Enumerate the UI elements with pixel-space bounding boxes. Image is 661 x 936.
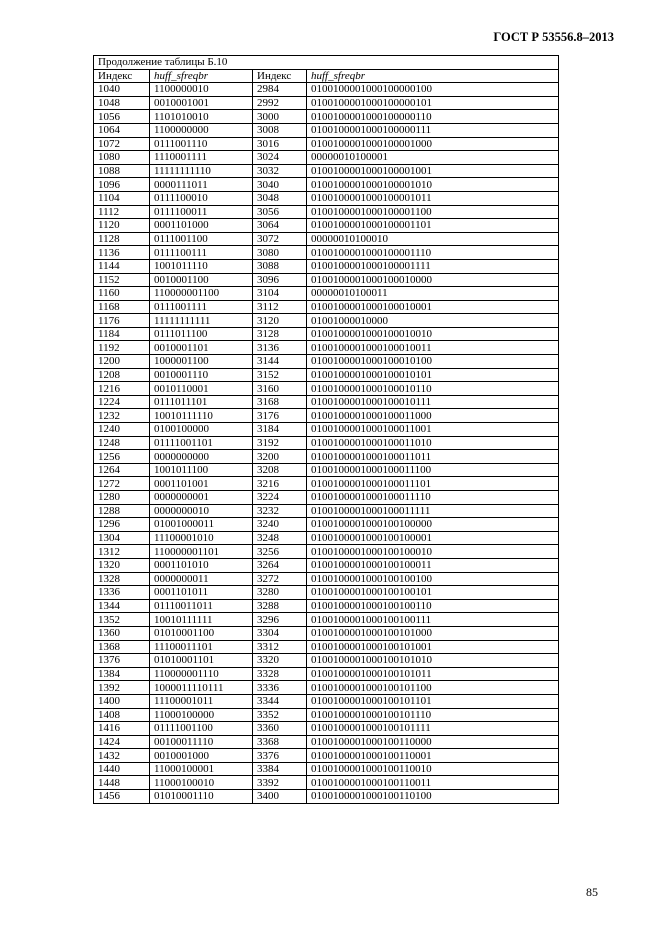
table-row: [94, 246, 559, 260]
cell-code-right: 0100100001000100011001: [307, 423, 559, 437]
table-row: [94, 287, 559, 301]
cell-index-right: 3296: [253, 613, 307, 627]
cell-index-left: 1240: [94, 423, 150, 437]
table-row: [94, 572, 559, 586]
table-row: [94, 423, 559, 437]
table-row: [94, 164, 559, 178]
table-row: [94, 83, 559, 97]
cell-index-right: 3040: [253, 178, 307, 192]
cell-code-right: 0100100001000100100110: [307, 599, 559, 613]
cell-code-left: 11100001010: [150, 531, 253, 545]
cell-code-right: 0100100001000100001010: [307, 178, 559, 192]
cell-index-left: 1088: [94, 164, 150, 178]
cell-code-right: 0100100001000100101101: [307, 694, 559, 708]
cell-index-left: 1360: [94, 626, 150, 640]
table-row: [94, 776, 559, 790]
cell-code-right: 0100100001000100011101: [307, 477, 559, 491]
cell-index-right: 3136: [253, 341, 307, 355]
cell-code-right: 01001000010000: [307, 314, 559, 328]
table-row: [94, 178, 559, 192]
cell-code-right: 0100100001000100010000: [307, 273, 559, 287]
cell-index-left: 1312: [94, 545, 150, 559]
cell-index-left: 1448: [94, 776, 150, 790]
cell-index-left: 1256: [94, 450, 150, 464]
table-row: [94, 300, 559, 314]
cell-index-right: 3112: [253, 300, 307, 314]
cell-index-left: 1152: [94, 273, 150, 287]
table-row: [94, 790, 559, 804]
table-row: [94, 667, 559, 681]
cell-code-right: 0100100001000100001111: [307, 259, 559, 273]
cell-index-right: 3048: [253, 191, 307, 205]
cell-code-left: 0000000001: [150, 491, 253, 505]
cell-index-right: 3152: [253, 368, 307, 382]
cell-index-left: 1192: [94, 341, 150, 355]
cell-code-right: 0100100001000100100100: [307, 572, 559, 586]
cell-index-left: 1376: [94, 654, 150, 668]
table-row: [94, 735, 559, 749]
cell-index-right: 3032: [253, 164, 307, 178]
cell-code-left: 0010001000: [150, 749, 253, 763]
column-header-code-1: huff_sfreqbr: [150, 69, 253, 83]
cell-index-right: 3280: [253, 586, 307, 600]
cell-index-left: 1072: [94, 137, 150, 151]
table-row: [94, 463, 559, 477]
cell-index-right: 3216: [253, 477, 307, 491]
table-row: [94, 137, 559, 151]
cell-code-left: 10010111110: [150, 409, 253, 423]
cell-index-left: 1296: [94, 518, 150, 532]
cell-index-left: 1368: [94, 640, 150, 654]
huffman-table-container: [93, 55, 558, 804]
table-row: [94, 599, 559, 613]
cell-index-left: 1288: [94, 504, 150, 518]
cell-index-left: 1232: [94, 409, 150, 423]
cell-code-left: 110000001110: [150, 667, 253, 681]
cell-index-left: 1040: [94, 83, 150, 97]
cell-index-right: 3128: [253, 327, 307, 341]
cell-code-left: 0000000011: [150, 572, 253, 586]
cell-index-right: 3240: [253, 518, 307, 532]
cell-code-right: 0100100001000100110100: [307, 790, 559, 804]
cell-index-left: 1440: [94, 762, 150, 776]
cell-code-left: 0111100111: [150, 246, 253, 260]
cell-code-right: 0100100001000100001110: [307, 246, 559, 260]
table-row: [94, 219, 559, 233]
cell-code-right: 0100100001000100011011: [307, 450, 559, 464]
table-row: [94, 151, 559, 165]
cell-code-left: 110000001100: [150, 287, 253, 301]
table-row: [94, 545, 559, 559]
table-row: [94, 558, 559, 572]
table-row: [94, 518, 559, 532]
cell-index-left: 1128: [94, 232, 150, 246]
huffman-table: [93, 55, 559, 804]
table-caption: Продолжение таблицы Б.10: [94, 56, 559, 70]
cell-code-right: 0100100001000100010010: [307, 327, 559, 341]
cell-code-right: 00000010100001: [307, 151, 559, 165]
cell-code-right: 0100100001000100010011: [307, 341, 559, 355]
cell-index-left: 1136: [94, 246, 150, 260]
cell-code-left: 0001101000: [150, 219, 253, 233]
cell-index-left: 1056: [94, 110, 150, 124]
cell-index-left: 1384: [94, 667, 150, 681]
cell-code-right: 0100100001000100011111: [307, 504, 559, 518]
cell-code-left: 11100011101: [150, 640, 253, 654]
table-row: [94, 273, 559, 287]
table-row: [94, 491, 559, 505]
table-row: [94, 722, 559, 736]
cell-index-right: 3256: [253, 545, 307, 559]
cell-index-right: 3336: [253, 681, 307, 695]
cell-code-right: 0100100001000100101110: [307, 708, 559, 722]
table-row: [94, 368, 559, 382]
cell-index-left: 1144: [94, 259, 150, 273]
cell-index-left: 1064: [94, 123, 150, 137]
cell-code-left: 01010001100: [150, 626, 253, 640]
cell-code-right: 0100100001000100001101: [307, 219, 559, 233]
cell-index-right: 3312: [253, 640, 307, 654]
cell-index-left: 1400: [94, 694, 150, 708]
cell-code-left: 11000100001: [150, 762, 253, 776]
cell-index-left: 1456: [94, 790, 150, 804]
cell-code-right: 0100100001000100101000: [307, 626, 559, 640]
cell-index-right: 3144: [253, 355, 307, 369]
column-header-code-2: huff_sfreqbr: [307, 69, 559, 83]
cell-index-left: 1344: [94, 599, 150, 613]
table-row: [94, 395, 559, 409]
cell-code-left: 01111001100: [150, 722, 253, 736]
cell-index-left: 1248: [94, 436, 150, 450]
cell-code-right: 0100100001000100010101: [307, 368, 559, 382]
cell-code-left: 0010001110: [150, 368, 253, 382]
cell-code-left: 1100000010: [150, 83, 253, 97]
cell-code-right: 0100100001000100110001: [307, 749, 559, 763]
cell-index-left: 1104: [94, 191, 150, 205]
cell-code-right: 0100100001000100010001: [307, 300, 559, 314]
cell-index-left: 1280: [94, 491, 150, 505]
cell-index-right: 3008: [253, 123, 307, 137]
cell-code-right: 00000010100010: [307, 232, 559, 246]
cell-code-right: 0100100001000100010110: [307, 382, 559, 396]
cell-code-left: 00100011110: [150, 735, 253, 749]
cell-index-right: 2992: [253, 96, 307, 110]
cell-code-left: 1001011110: [150, 259, 253, 273]
cell-code-left: 1101010010: [150, 110, 253, 124]
column-header-index-2: Индекс: [253, 69, 307, 83]
cell-code-right: 0100100001000100000101: [307, 96, 559, 110]
cell-index-right: 3104: [253, 287, 307, 301]
cell-code-right: 0100100001000100011110: [307, 491, 559, 505]
cell-code-right: 0100100001000100101111: [307, 722, 559, 736]
cell-code-left: 01001000011: [150, 518, 253, 532]
cell-code-left: 11100001011: [150, 694, 253, 708]
cell-code-right: 0100100001000100010111: [307, 395, 559, 409]
table-row: [94, 355, 559, 369]
cell-index-left: 1160: [94, 287, 150, 301]
cell-code-right: 0100100001000100101011: [307, 667, 559, 681]
cell-code-left: 0111001100: [150, 232, 253, 246]
table-row: [94, 436, 559, 450]
table-row: [94, 232, 559, 246]
table-row: [94, 586, 559, 600]
cell-code-right: 0100100001000100011010: [307, 436, 559, 450]
cell-index-right: 3352: [253, 708, 307, 722]
cell-code-right: 0100100001000100011100: [307, 463, 559, 477]
cell-code-right: 0100100001000100001100: [307, 205, 559, 219]
cell-index-left: 1272: [94, 477, 150, 491]
cell-code-right: 0100100001000100110011: [307, 776, 559, 790]
cell-code-right: 0100100001000100100101: [307, 586, 559, 600]
table-row: [94, 708, 559, 722]
cell-index-left: 1080: [94, 151, 150, 165]
cell-index-right: 3400: [253, 790, 307, 804]
cell-code-right: 0100100001000100000100: [307, 83, 559, 97]
cell-index-right: 3056: [253, 205, 307, 219]
table-row: [94, 382, 559, 396]
cell-code-left: 110000001101: [150, 545, 253, 559]
table-row: [94, 762, 559, 776]
cell-index-left: 1112: [94, 205, 150, 219]
cell-code-left: 1001011100: [150, 463, 253, 477]
table-row: [94, 654, 559, 668]
table-row: [94, 531, 559, 545]
cell-index-right: 3120: [253, 314, 307, 328]
table-row: [94, 409, 559, 423]
cell-index-right: 3168: [253, 395, 307, 409]
cell-index-right: 3368: [253, 735, 307, 749]
cell-code-right: 0100100001000100010100: [307, 355, 559, 369]
cell-code-left: 01010001110: [150, 790, 253, 804]
cell-index-right: 3064: [253, 219, 307, 233]
cell-index-right: 3000: [253, 110, 307, 124]
cell-code-left: 11111111111: [150, 314, 253, 328]
cell-code-right: 0100100001000100101100: [307, 681, 559, 695]
cell-code-right: 0100100001000100100000: [307, 518, 559, 532]
cell-code-left: 0100100000: [150, 423, 253, 437]
cell-index-right: 3080: [253, 246, 307, 260]
cell-index-right: 3096: [253, 273, 307, 287]
cell-index-left: 1424: [94, 735, 150, 749]
table-row: [94, 640, 559, 654]
cell-code-left: 1110001111: [150, 151, 253, 165]
cell-index-right: 3320: [253, 654, 307, 668]
cell-index-right: 3160: [253, 382, 307, 396]
cell-code-left: 01010001101: [150, 654, 253, 668]
cell-index-right: 2984: [253, 83, 307, 97]
cell-code-left: 0010110001: [150, 382, 253, 396]
cell-index-right: 3176: [253, 409, 307, 423]
cell-code-left: 0000111011: [150, 178, 253, 192]
table-row: [94, 613, 559, 627]
cell-index-left: 1408: [94, 708, 150, 722]
column-header-index-1: Индекс: [94, 69, 150, 83]
cell-index-right: 3224: [253, 491, 307, 505]
table-row: [94, 694, 559, 708]
cell-index-right: 3392: [253, 776, 307, 790]
cell-code-right: 0100100001000100000111: [307, 123, 559, 137]
cell-index-left: 1336: [94, 586, 150, 600]
cell-code-left: 0111100011: [150, 205, 253, 219]
table-row: [94, 96, 559, 110]
table-row: [94, 123, 559, 137]
cell-code-left: 0010001101: [150, 341, 253, 355]
cell-code-left: 11000100000: [150, 708, 253, 722]
cell-index-right: 3288: [253, 599, 307, 613]
cell-code-left: 0111001110: [150, 137, 253, 151]
cell-index-right: 3088: [253, 259, 307, 273]
cell-index-right: 3344: [253, 694, 307, 708]
cell-code-left: 0111001111: [150, 300, 253, 314]
cell-code-right: 0100100001000100000110: [307, 110, 559, 124]
cell-code-left: 0111011100: [150, 327, 253, 341]
cell-code-right: 0100100001000100110010: [307, 762, 559, 776]
cell-code-right: 0100100001000100100010: [307, 545, 559, 559]
table-row: [94, 504, 559, 518]
table-row: [94, 314, 559, 328]
cell-code-right: 00000010100011: [307, 287, 559, 301]
cell-index-left: 1320: [94, 558, 150, 572]
table-row: [94, 341, 559, 355]
cell-index-left: 1176: [94, 314, 150, 328]
cell-index-right: 3376: [253, 749, 307, 763]
cell-index-right: 3264: [253, 558, 307, 572]
cell-code-left: 0010001001: [150, 96, 253, 110]
cell-code-left: 0001101011: [150, 586, 253, 600]
cell-index-left: 1208: [94, 368, 150, 382]
table-row: [94, 191, 559, 205]
cell-code-left: 01111001101: [150, 436, 253, 450]
cell-index-left: 1096: [94, 178, 150, 192]
cell-code-left: 1000001100: [150, 355, 253, 369]
table-row: [94, 749, 559, 763]
table-row: [94, 205, 559, 219]
cell-index-right: 3272: [253, 572, 307, 586]
table-row: [94, 477, 559, 491]
cell-code-right: 0100100001000100100001: [307, 531, 559, 545]
cell-index-right: 3208: [253, 463, 307, 477]
table-row: [94, 327, 559, 341]
cell-code-right: 0100100001000100001001: [307, 164, 559, 178]
cell-index-left: 1352: [94, 613, 150, 627]
cell-index-right: 3024: [253, 151, 307, 165]
cell-index-right: 3184: [253, 423, 307, 437]
cell-index-left: 1120: [94, 219, 150, 233]
cell-index-left: 1168: [94, 300, 150, 314]
cell-code-left: 10010111111: [150, 613, 253, 627]
cell-code-left: 0000000000: [150, 450, 253, 464]
cell-index-left: 1328: [94, 572, 150, 586]
cell-code-right: 0100100001000100101001: [307, 640, 559, 654]
cell-code-left: 1100000000: [150, 123, 253, 137]
cell-code-right: 0100100001000100011000: [307, 409, 559, 423]
cell-code-right: 0100100001000100101010: [307, 654, 559, 668]
table-header-row: [94, 69, 559, 83]
cell-index-left: 1264: [94, 463, 150, 477]
cell-code-left: 0000000010: [150, 504, 253, 518]
cell-index-left: 1224: [94, 395, 150, 409]
cell-code-right: 0100100001000100001000: [307, 137, 559, 151]
cell-code-left: 01110011011: [150, 599, 253, 613]
cell-index-left: 1304: [94, 531, 150, 545]
cell-code-left: 0001101001: [150, 477, 253, 491]
cell-index-left: 1200: [94, 355, 150, 369]
cell-code-left: 1000011110111: [150, 681, 253, 695]
cell-index-right: 3016: [253, 137, 307, 151]
cell-index-right: 3072: [253, 232, 307, 246]
cell-index-right: 3248: [253, 531, 307, 545]
cell-code-right: 0100100001000100110000: [307, 735, 559, 749]
cell-index-right: 3328: [253, 667, 307, 681]
cell-code-left: 11000100010: [150, 776, 253, 790]
cell-index-left: 1416: [94, 722, 150, 736]
table-row: [94, 259, 559, 273]
cell-index-left: 1184: [94, 327, 150, 341]
cell-code-right: 0100100001000100001011: [307, 191, 559, 205]
page-number: 85: [586, 885, 598, 899]
cell-index-right: 3232: [253, 504, 307, 518]
table-row: [94, 450, 559, 464]
cell-index-left: 1432: [94, 749, 150, 763]
document-id: ГОСТ Р 53556.8–2013: [493, 30, 614, 44]
cell-code-left: 0111100010: [150, 191, 253, 205]
table-caption-row: [94, 56, 559, 70]
cell-index-left: 1048: [94, 96, 150, 110]
cell-index-right: 3384: [253, 762, 307, 776]
cell-code-left: 0010001100: [150, 273, 253, 287]
cell-code-left: 11111111110: [150, 164, 253, 178]
cell-code-right: 0100100001000100100111: [307, 613, 559, 627]
cell-code-left: 0111011101: [150, 395, 253, 409]
cell-index-right: 3200: [253, 450, 307, 464]
table-row: [94, 626, 559, 640]
cell-index-right: 3304: [253, 626, 307, 640]
cell-index-left: 1216: [94, 382, 150, 396]
cell-index-right: 3360: [253, 722, 307, 736]
cell-code-left: 0001101010: [150, 558, 253, 572]
table-row: [94, 681, 559, 695]
table-row: [94, 110, 559, 124]
cell-code-right: 0100100001000100100011: [307, 558, 559, 572]
cell-index-left: 1392: [94, 681, 150, 695]
cell-index-right: 3192: [253, 436, 307, 450]
